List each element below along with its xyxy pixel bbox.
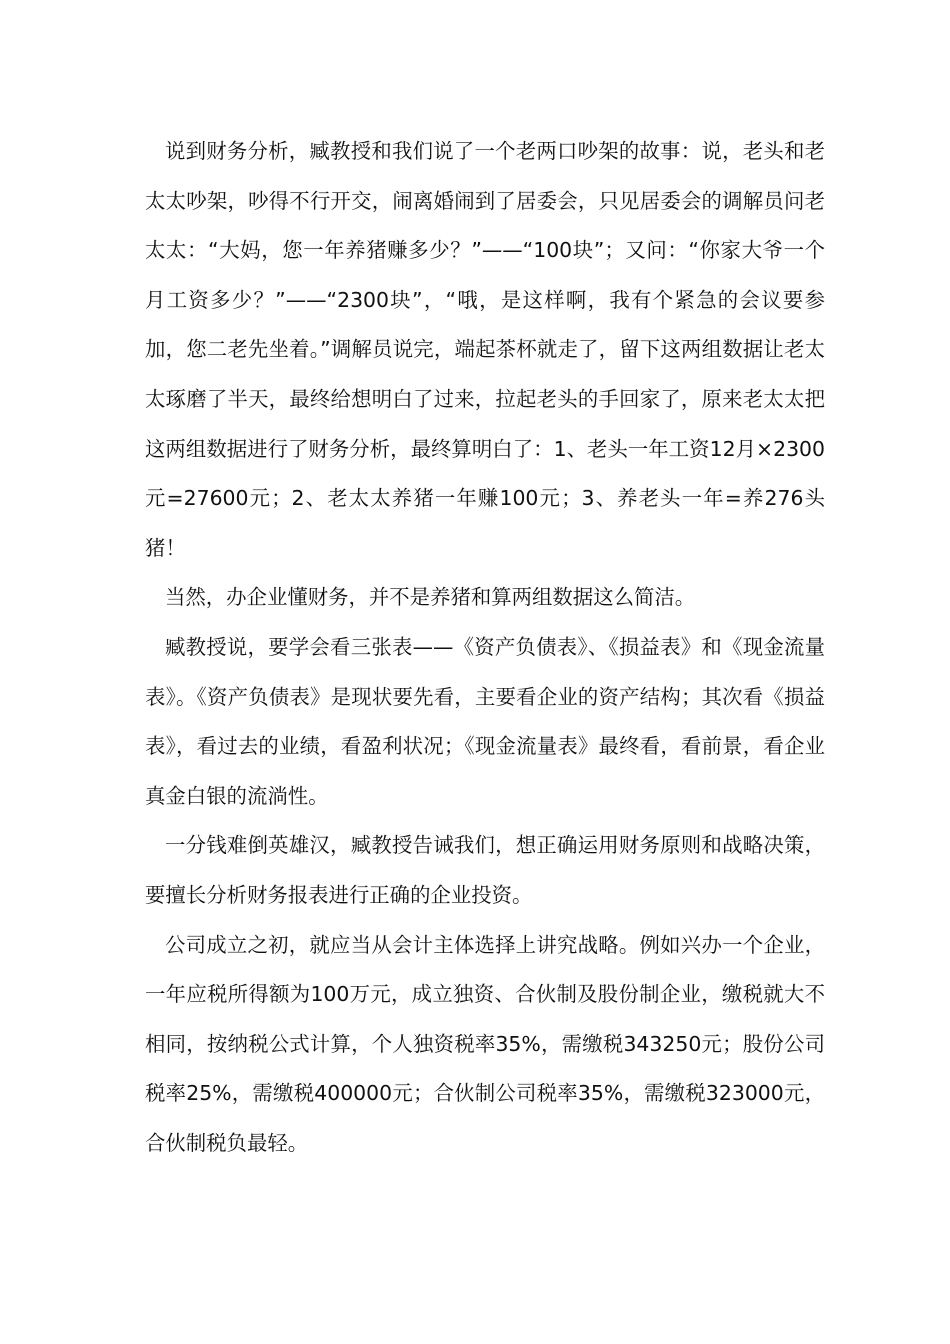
document-body (145, 127, 825, 1168)
paragraph-investment-advice: 一分钱难倒英雄汉，臧教授告诫我们，想正确运用财务原则和战略决策，要擅长分析财务报表进行正确的企业投资。 (145, 833, 825, 907)
paragraph-story: 说到财务分析，臧教授和我们说了一个老两口吵架的故事：说，老头和老太太吵架，吵得不行开交，闹离婚闹到了居委会，只见居委会的调解员问老太太：“大妈，您一年养猪赚多少？”——“100块”；又问：“你家大爷一个月工资多少？”——“2300块”，“哦，是这样啊，我有个紧急的会议要参加，您二老先坐着。”调解员说完，端起茶杯就走了，留下这两组数据让老太太琢磨了半天，最终给想明白了过来，拉起老头的手回家了，原来老太太把这两组数据进行了财务分析，最终算明白了：1、老头一年工资12月×2300元=27600元；2、老太太养猪一年赚100元；3、养老头一年=养276头猪！ (145, 139, 825, 560)
paragraph-understanding-finance: 当然，办企业懂财务，并不是养猪和算两组数据这么简洁。 (165, 585, 696, 610)
paragraph-three-statements: 臧教授说，要学会看三张表——《资产负债表》、《损益表》和《现金流量表》。《资产负债表》是现状要先看，主要看企业的资产结构；其次看《损益表》，看过去的业绩，看盈利状况；《现金流量表》最终看，看前景，看企业真金白银的流淌性。 (145, 634, 825, 808)
paragraph-entity-selection: 公司成立之初，就应当从会计主体选择上讲究战略。例如兴办一个企业，一年应税所得额为100万元，成立独资、合伙制及股份制企业，缴税就大不相同，按纳税公式计算，个人独资税率35%，需缴税343250元；股份公司税率25%，需缴税400000元；合伙制公司税率35%，需缴税323000元，合伙制税负最轻。 (145, 932, 825, 1155)
